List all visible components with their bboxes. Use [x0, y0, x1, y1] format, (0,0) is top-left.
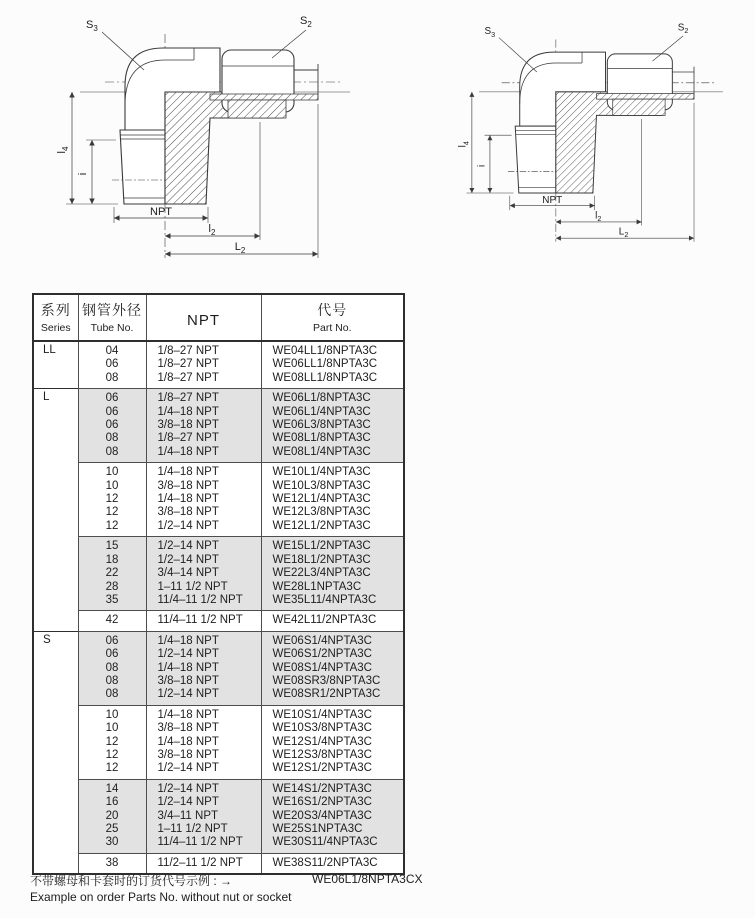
part-no-cell: WE10L3/8NPTA3C	[261, 480, 404, 493]
npt-cell: 1–11 1/2 NPT	[146, 823, 261, 836]
header-series: 系列 Series	[33, 294, 78, 341]
npt-cell: 11/2–11 1/2 NPT	[146, 853, 261, 874]
table-row	[33, 520, 404, 537]
npt-cell: 1/2–14 NPT	[146, 688, 261, 705]
part-no-cell: WE10S3/8NPTA3C	[261, 722, 404, 735]
npt-cell: 1/8–27 NPT	[146, 389, 261, 406]
part-no-cell: WE16S1/2NPTA3C	[261, 796, 404, 809]
tube-no-cell: 10	[78, 705, 146, 722]
tube-no-cell: 06	[78, 419, 146, 432]
tube-no-cell: 10	[78, 463, 146, 480]
tube-no-cell: 15	[78, 537, 146, 554]
npt-cell: 3/4–11 NPT	[146, 810, 261, 823]
table-row	[33, 836, 404, 853]
part-no-cell: WE08S1/4NPTA3C	[261, 662, 404, 675]
npt-cell: 11/4–11 1/2 NPT	[146, 594, 261, 611]
part-no-cell: WE06L1/8NPTA3C	[261, 389, 404, 406]
tube-no-cell: 12	[78, 506, 146, 519]
tube-no-cell: 16	[78, 796, 146, 809]
header-tube-no: 钢管外径 Tube No.	[78, 294, 146, 341]
part-no-cell: WE12L3/8NPTA3C	[261, 506, 404, 519]
tube-no-cell: 12	[78, 493, 146, 506]
npt-cell: 3/8–18 NPT	[146, 506, 261, 519]
part-no-cell: WE35L11/4NPTA3C	[261, 594, 404, 611]
tube-no-cell: 38	[78, 853, 146, 874]
series-label: S	[33, 631, 78, 874]
table-row	[33, 736, 404, 749]
tube-no-cell: 18	[78, 554, 146, 567]
tube-no-cell: 08	[78, 372, 146, 389]
elbow-fitting-section-diagram-right	[452, 16, 750, 251]
spec-table	[32, 293, 405, 875]
table-row	[33, 749, 404, 762]
tube-no-cell: 04	[78, 341, 146, 358]
tube-no-cell: 22	[78, 567, 146, 580]
npt-cell: 3/8–18 NPT	[146, 419, 261, 432]
npt-cell: 1/4–18 NPT	[146, 662, 261, 675]
part-no-cell: WE22L3/4NPTA3C	[261, 567, 404, 580]
dim-label-s3: $S_3$	[484, 26, 496, 39]
table-row	[33, 358, 404, 371]
tube-no-cell: 14	[78, 779, 146, 796]
tube-no-cell: 28	[78, 581, 146, 594]
part-no-cell: WE42L11/2NPTA3C	[261, 611, 404, 631]
tube-no-cell: 12	[78, 520, 146, 537]
series-label: L	[33, 389, 78, 632]
npt-cell: 11/4–11 1/2 NPT	[146, 611, 261, 631]
header-part-no: 代号 Part No.	[261, 294, 404, 341]
part-no-cell: WE10L1/4NPTA3C	[261, 463, 404, 480]
dim-label-npt: NPT	[150, 206, 172, 218]
tube-no-cell: 08	[78, 432, 146, 445]
tube-no-cell: 10	[78, 722, 146, 735]
dim-label-i: i	[77, 172, 89, 176]
tube-no-cell: 20	[78, 810, 146, 823]
dim-label-s3: $S_3$	[86, 19, 98, 33]
table-row	[33, 419, 404, 432]
npt-cell: 1/4–18 NPT	[146, 705, 261, 722]
tube-no-cell: 08	[78, 446, 146, 463]
part-no-cell: WE12S1/4NPTA3C	[261, 736, 404, 749]
npt-cell: 1–11 1/2 NPT	[146, 581, 261, 594]
part-no-cell: WE06L1/4NPTA3C	[261, 406, 404, 419]
npt-cell: 1/8–27 NPT	[146, 358, 261, 371]
npt-cell: 3/8–18 NPT	[146, 675, 261, 688]
table-row	[33, 537, 404, 554]
tube-no-cell: 06	[78, 648, 146, 661]
part-no-cell: WE15L1/2NPTA3C	[261, 537, 404, 554]
part-no-cell: WE28L1NPTA3C	[261, 581, 404, 594]
part-no-cell: WE06S1/2NPTA3C	[261, 648, 404, 661]
npt-cell: 1/2–14 NPT	[146, 648, 261, 661]
npt-cell: 1/2–14 NPT	[146, 520, 261, 537]
tube-no-cell: 30	[78, 836, 146, 853]
part-no-cell: WE12S3/8NPTA3C	[261, 749, 404, 762]
part-no-cell: WE25S1NPTA3C	[261, 823, 404, 836]
footer-note-en: Example on order Parts No. without nut or socket	[30, 890, 292, 904]
table-row	[33, 432, 404, 445]
dim-label-i: i	[476, 164, 488, 168]
tube-no-cell: 12	[78, 762, 146, 779]
tube-no-cell: 25	[78, 823, 146, 836]
tube-no-cell: 42	[78, 611, 146, 631]
footer-note	[30, 872, 510, 904]
footer-example-part-no: WE06L1/8NPTA3CX	[312, 872, 423, 886]
npt-cell: 1/4–18 NPT	[146, 493, 261, 506]
part-no-cell: WE08LL1/8NPTA3C	[261, 372, 404, 389]
table-row	[33, 406, 404, 419]
series-block-ll	[33, 341, 404, 389]
part-no-cell: WE10S1/4NPTA3C	[261, 705, 404, 722]
part-no-cell: WE08L1/4NPTA3C	[261, 446, 404, 463]
table-row	[33, 779, 404, 796]
tube-no-cell: 12	[78, 736, 146, 749]
series-block-s	[33, 631, 404, 874]
footer-note-zh: 不带螺母和卡套时的订货代号示例 : →	[30, 874, 233, 888]
part-no-cell: WE06LL1/8NPTA3C	[261, 358, 404, 371]
table-row	[33, 463, 404, 480]
table-row	[33, 662, 404, 675]
dim-label-L2: $L_2$	[618, 226, 629, 240]
table-row	[33, 648, 404, 661]
npt-cell: 1/2–14 NPT	[146, 779, 261, 796]
part-no-cell: WE06S1/4NPTA3C	[261, 631, 404, 648]
dim-label-s2: $S_2$	[677, 22, 689, 36]
table-row	[33, 810, 404, 823]
npt-cell: 1/4–18 NPT	[146, 446, 261, 463]
part-no-cell: WE38S11/2NPTA3C	[261, 853, 404, 874]
table-row	[33, 631, 404, 648]
tube-no-cell: 08	[78, 662, 146, 675]
table-row	[33, 372, 404, 389]
table-row	[33, 762, 404, 779]
tube-no-cell: 06	[78, 389, 146, 406]
part-no-cell: WE12S1/2NPTA3C	[261, 762, 404, 779]
table-row	[33, 493, 404, 506]
header-npt: NPT	[146, 294, 261, 341]
npt-cell: 3/8–18 NPT	[146, 749, 261, 762]
dim-label-l2: $l_2$	[595, 210, 602, 223]
table-row	[33, 389, 404, 406]
table-row	[33, 581, 404, 594]
npt-cell: 1/4–18 NPT	[146, 631, 261, 648]
part-no-cell: WE12L1/2NPTA3C	[261, 520, 404, 537]
tube-no-cell: 35	[78, 594, 146, 611]
npt-cell: 1/8–27 NPT	[146, 432, 261, 445]
part-no-cell: WE12L1/4NPTA3C	[261, 493, 404, 506]
npt-cell: 11/4–11 1/2 NPT	[146, 836, 261, 853]
part-no-cell: WE20S3/4NPTA3C	[261, 810, 404, 823]
part-no-cell: WE08SR3/8NPTA3C	[261, 675, 404, 688]
npt-cell: 1/2–14 NPT	[146, 796, 261, 809]
npt-cell: 3/8–18 NPT	[146, 480, 261, 493]
table-row	[33, 594, 404, 611]
npt-cell: 1/8–27 NPT	[146, 341, 261, 358]
table-row	[33, 722, 404, 735]
tube-no-cell: 06	[78, 358, 146, 371]
part-no-cell: WE08L1/8NPTA3C	[261, 432, 404, 445]
tube-no-cell: 08	[78, 688, 146, 705]
npt-cell: 1/4–18 NPT	[146, 736, 261, 749]
npt-cell: 1/4–18 NPT	[146, 406, 261, 419]
table-row	[33, 705, 404, 722]
dim-label-l2: $l_2$	[208, 223, 216, 237]
table-row	[33, 823, 404, 836]
table-row	[33, 611, 404, 631]
npt-cell: 1/2–14 NPT	[146, 554, 261, 567]
table-row	[33, 446, 404, 463]
npt-cell: 1/8–27 NPT	[146, 372, 261, 389]
dim-label-L2: $L_2$	[234, 241, 246, 255]
part-no-cell: WE18L1/2NPTA3C	[261, 554, 404, 567]
part-no-cell: WE30S11/4NPTA3C	[261, 836, 404, 853]
part-no-cell: WE08SR1/2NPTA3C	[261, 688, 404, 705]
tube-no-cell: 10	[78, 480, 146, 493]
table-row	[33, 506, 404, 519]
tube-no-cell: 06	[78, 631, 146, 648]
elbow-fitting-section-diagram-left	[50, 8, 380, 268]
dim-label-s2: $S_2$	[300, 15, 312, 29]
npt-cell: 1/2–14 NPT	[146, 762, 261, 779]
tube-no-cell: 08	[78, 675, 146, 688]
table-row	[33, 480, 404, 493]
npt-cell: 1/4–18 NPT	[146, 463, 261, 480]
part-no-cell: WE14S1/2NPTA3C	[261, 779, 404, 796]
table-row	[33, 796, 404, 809]
tube-no-cell: 12	[78, 749, 146, 762]
dim-label-l4: $l_4$	[457, 141, 471, 148]
part-no-cell: WE06L3/8NPTA3C	[261, 419, 404, 432]
table-row	[33, 675, 404, 688]
tube-no-cell: 06	[78, 406, 146, 419]
spec-table-header	[33, 294, 404, 341]
table-row	[33, 567, 404, 580]
npt-cell: 3/4–14 NPT	[146, 567, 261, 580]
table-row	[33, 341, 404, 358]
series-label: LL	[33, 341, 78, 389]
table-row	[33, 688, 404, 705]
dim-label-l4: $l_4$	[56, 146, 70, 154]
npt-cell: 3/8–18 NPT	[146, 722, 261, 735]
series-block-l	[33, 389, 404, 632]
table-row	[33, 554, 404, 567]
dim-label-npt: NPT	[542, 194, 563, 206]
part-no-cell: WE04LL1/8NPTA3C	[261, 341, 404, 358]
npt-cell: 1/2–14 NPT	[146, 537, 261, 554]
